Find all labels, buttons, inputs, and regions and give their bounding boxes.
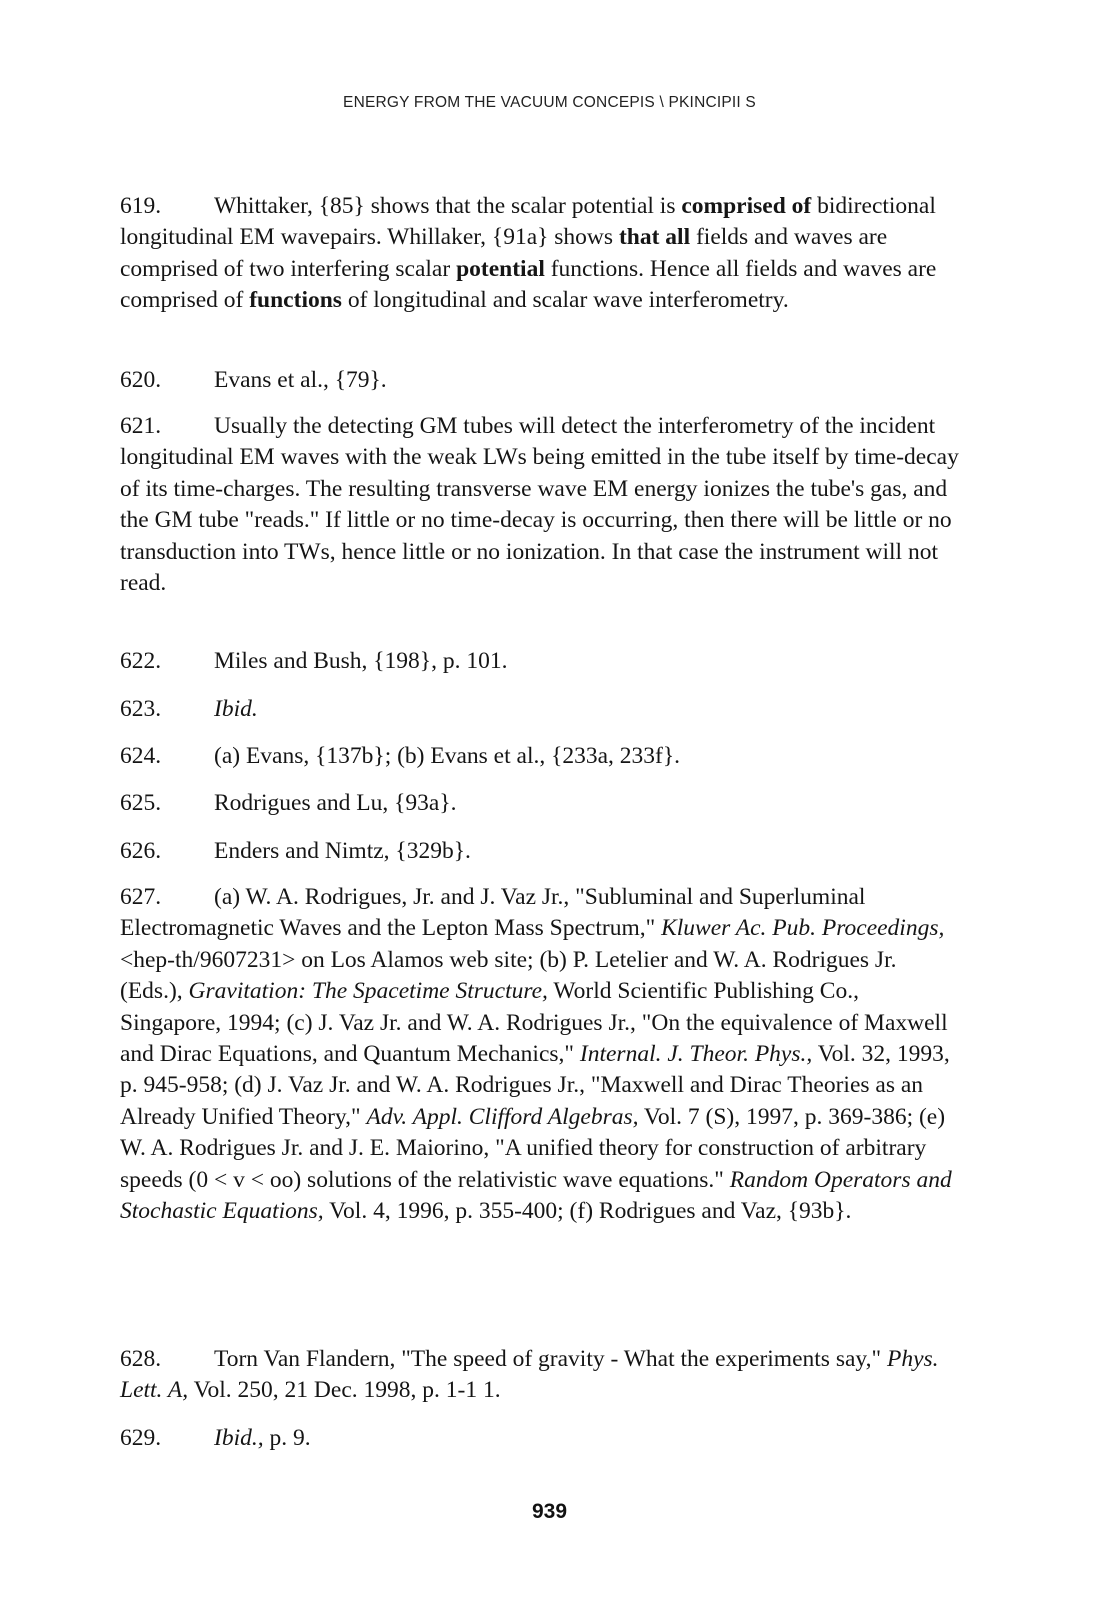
endnote-number: 622. <box>120 648 162 674</box>
endnote-number: 625. <box>120 790 162 816</box>
endnote-text: functions. Hence all fields and waves are comprised of <box>120 255 937 314</box>
endnote-619 <box>120 191 960 317</box>
endnote-629 <box>120 1423 960 1454</box>
endnote-text: Evans et al., {79}. <box>214 367 387 393</box>
endnote-number: 629. <box>120 1425 162 1451</box>
endnote-626 <box>120 836 960 867</box>
endnote-620 <box>120 365 960 396</box>
endnote-number: 619. <box>120 193 162 219</box>
running-header: ENERGY FROM THE VACUUM CONCEPIS \ PKINCIPII S <box>343 94 756 111</box>
citation-italic: Kluwer Ac. Pub. Proceedings, <box>661 915 945 942</box>
endnote-text: <hep-th/9607231> on Los Alamos web site; (b) P. Letelier and W. A. Rodrigues Jr. (Eds.), <box>120 946 897 1005</box>
endnote-text: Whittaker, {85} shows that the scalar potential is <box>214 193 682 219</box>
endnote-623 <box>120 694 960 725</box>
endnote-text: Vol. 7 (S), 1997, p. 369-386; (e) W. A. Rodrigues Jr. and J. E. Maiorino, "A unified theory for construction of arbitrary speeds (0 < v < oo) solutions of the relativistic wave equations." <box>120 1103 946 1193</box>
endnote-text: Enders and Nimtz, {329b}. <box>214 838 471 864</box>
emphasis-bold: that all <box>618 224 691 251</box>
endnote-text: Vol. 32, 1993, p. 945-958; (d) J. Vaz Jr. and W. A. Rodrigues Jr., "Maxwell and Dirac Theories as an Already Unified Theory," <box>120 1041 950 1130</box>
endnote-text: (a) W. A. Rodrigues, Jr. and J. Vaz Jr., "Subluminal and Superluminal Electromagnetic Waves and the Lepton Mass Spectrum," <box>120 884 866 942</box>
endnote-number: 627. <box>120 884 162 910</box>
page-number: 939 <box>531 1500 568 1523</box>
endnote-text: Usually the detecting GM tubes will detect the interferometry of the incident longitudinal EM waves with the weak LWs being emitted in the tube itself by time-decay of its time-charges. The resulting transverse wave EM energy ionizes the tube's gas, and the GM tube "reads." If little or no time-decay is occurring, then there will be little or no transduction into TWs, hence little or no ionization. In that case the instrument will not read. <box>120 413 959 597</box>
endnote-622 <box>120 646 960 677</box>
endnote-text: World Scientific Publishing Co., Singapore, 1994; (c) J. Vaz Jr. and W. A. Rodrigues Jr., "On the equivalence of Maxwell and Dirac Equations, and Quantum Mechanics," <box>120 978 948 1068</box>
endnote-627 <box>120 882 960 1227</box>
emphasis-bold: functions <box>249 287 342 314</box>
endnote-number: 621. <box>120 413 162 439</box>
endnote-625 <box>120 788 960 819</box>
endnote-text: p. 9. <box>263 1425 311 1451</box>
endnote-text: (a) Evans, {137b}; (b) Evans et al., {233a, 233f}. <box>214 743 681 769</box>
endnote-621 <box>120 411 960 599</box>
citation-italic: Phys. Lett. A, <box>120 1346 939 1404</box>
emphasis-bold: potential <box>456 255 545 282</box>
endnote-number: 624. <box>120 743 162 769</box>
endnote-text: Vol. 4, 1996, p. 355-400; (f) Rodrigues and Vaz, {93b}. <box>323 1198 852 1225</box>
endnote-text: fields and waves are comprised of two interfering scalar <box>120 224 888 282</box>
endnote-number: 623. <box>120 696 162 722</box>
endnote-624 <box>120 741 960 772</box>
endnote-text: of longitudinal and scalar wave interferometry. <box>341 287 789 314</box>
endnote-number: 626. <box>120 838 162 864</box>
endnote-628 <box>120 1344 960 1407</box>
endnote-text: Torn Van Flandern, "The speed of gravity - What the experiments say," <box>214 1346 887 1372</box>
endnote-text: bidirectional longitudinal EM wavepairs. Whillaker, {91a} shows <box>120 193 936 251</box>
emphasis-bold: comprised of <box>681 193 812 219</box>
citation-italic: Random Operators and Stochastic Equations, <box>120 1166 952 1225</box>
citation-italic: Adv. Appl. Clifford Algebras, <box>366 1103 639 1130</box>
endnote-number: 628. <box>120 1346 162 1372</box>
citation-italic: Gravitation: The Spacetime Structure, <box>188 978 548 1005</box>
endnote-text: Rodrigues and Lu, {93a}. <box>214 790 457 816</box>
endnote-text: Miles and Bush, {198}, p. 101. <box>214 648 508 674</box>
citation-italic: Internal. J. Theor. Phys., <box>579 1041 813 1068</box>
citation-italic: Ibid., <box>214 1425 264 1451</box>
endnote-number: 620. <box>120 367 162 393</box>
citation-italic: Ibid. <box>214 696 258 722</box>
endnote-text: Vol. 250, 21 Dec. 1998, p. 1-1 1. <box>188 1377 501 1404</box>
